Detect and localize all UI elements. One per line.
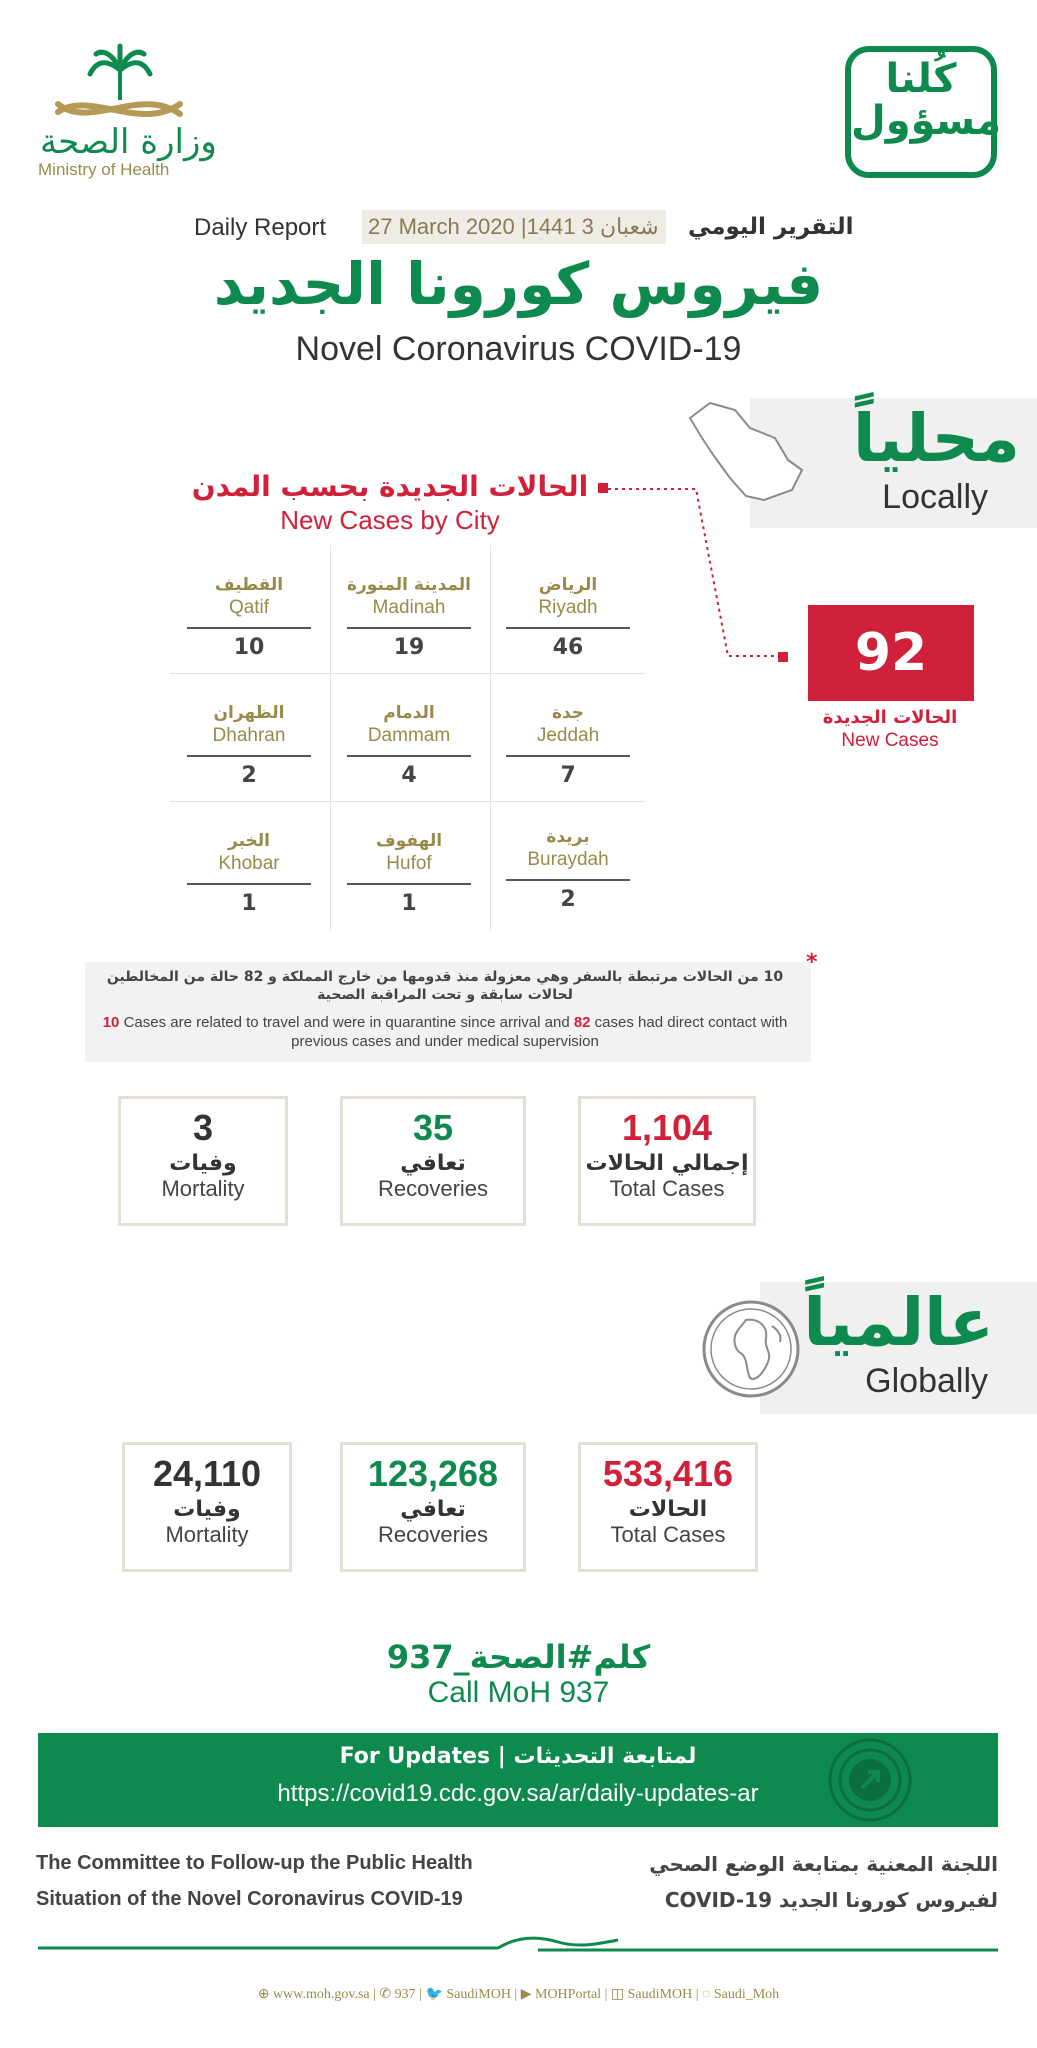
city-name-arabic: جدة	[551, 703, 585, 723]
stat-label-arabic: وفيات	[169, 1151, 237, 1176]
stat-label: Mortality	[161, 1176, 245, 1201]
city-cell-buraydah	[493, 827, 643, 912]
locally-label-arabic: محلياً	[852, 400, 1020, 477]
moh-logo-english: Ministry of Health	[38, 160, 170, 179]
city-name: Jeddah	[536, 725, 600, 746]
note-travel-count: 10	[102, 1014, 120, 1031]
committee-name-arabic-line-2: لفيروس كورونا الجديد COVID-19	[664, 1888, 998, 1912]
city-name-arabic: القطيف	[214, 575, 284, 595]
globally-label: Globally	[865, 1362, 988, 1400]
global-total-cases-card	[578, 1442, 758, 1572]
city-cases: 10	[233, 635, 265, 660]
stat-label-arabic: وفيات	[173, 1497, 241, 1522]
stat-value: 35	[412, 1107, 454, 1148]
hotline-label: Call MoH 937	[427, 1676, 610, 1709]
daily-report-label: Daily Report	[194, 214, 327, 241]
updates-banner-title: For Updates | لمتابعة التحديثات	[339, 1744, 697, 1769]
campaign-line-1: كُلنا	[885, 56, 957, 102]
city-name: Dhahran	[212, 725, 286, 746]
city-cases: 2	[560, 887, 576, 912]
city-name-arabic: الهفوف	[375, 831, 443, 851]
new-cases-label: New Cases	[841, 730, 939, 751]
city-cases: 46	[552, 635, 584, 660]
moh-logo-arabic: وزارة الصحة	[40, 122, 217, 162]
city-cases: 4	[401, 763, 417, 788]
stat-value: 24,110	[152, 1453, 262, 1494]
stat-value: 533,416	[602, 1453, 734, 1494]
city-name-arabic: الرياض	[538, 575, 598, 595]
city-cell-dhahran	[174, 703, 324, 788]
globally-label-arabic: عالمياً	[803, 1284, 994, 1361]
city-name-arabic: الخبر	[228, 831, 270, 851]
report-date: 27 March 2020 |1441 شعبان 3	[368, 214, 659, 239]
stat-label-arabic: إجمالي الحالات	[585, 1151, 749, 1176]
city-cases-title-arabic: الحالات الجديدة بحسب المدن	[191, 470, 589, 503]
local-mortality-card	[118, 1096, 288, 1226]
note-asterisk: *	[806, 950, 818, 975]
hotline-hashtag: كلم#الصحة_937	[386, 1638, 651, 1676]
campaign-line-2: مسؤول	[851, 98, 1002, 144]
city-name: Dammam	[367, 725, 451, 746]
city-cell-dammam	[334, 703, 484, 788]
stat-label-arabic: تعافي	[400, 1151, 466, 1176]
note-text: Cases are related to travel and were in quarantine since arrival and	[119, 1014, 574, 1031]
city-cases: 19	[393, 635, 425, 660]
note-contact-count: 82	[573, 1014, 591, 1031]
local-recoveries-card	[340, 1096, 526, 1226]
city-name-arabic: الدمام	[383, 703, 435, 723]
city-cell-hufof	[334, 831, 484, 916]
city-cell-qatif	[174, 575, 324, 660]
travel-note-arabic: 10 من الحالات مرتبطة بالسفر وهي معزولة منذ قدومها من خارج المملكة و 82 حالة من المخالطين لحالات سابقة و تحت المراقبة الصحية	[106, 969, 784, 1003]
city-name: Qatif	[228, 597, 270, 618]
city-name: Riyadh	[538, 597, 598, 618]
updates-url-link[interactable]: https://covid19.cdc.gov.sa/ar/daily-updates-ar	[277, 1780, 759, 1807]
stat-value: 3	[192, 1107, 214, 1148]
stat-value: 123,268	[367, 1453, 499, 1494]
city-cases: 2	[241, 763, 257, 788]
city-cases: 1	[401, 891, 417, 916]
stat-label-arabic: الحالات	[628, 1497, 708, 1522]
city-cases: 7	[560, 763, 576, 788]
locally-label: Locally	[882, 478, 988, 516]
stat-label: Total Cases	[610, 1522, 726, 1547]
city-cases: 1	[241, 891, 257, 916]
city-name: Madinah	[372, 597, 446, 618]
city-name: Buraydah	[527, 849, 609, 870]
committee-name-line-2: Situation of the Novel Coronavirus COVID-19	[36, 1888, 463, 1910]
new-cases-value: 92	[808, 605, 974, 701]
connector-bullet	[778, 652, 788, 662]
committee-name-arabic-line-1: اللجنة المعنية بمتابعة الوضع الصحي	[649, 1852, 998, 1876]
city-name-arabic: المدينة المنورة	[346, 575, 471, 595]
city-name: Khobar	[218, 853, 280, 874]
stat-label-arabic: تعافي	[400, 1497, 466, 1522]
note-text: cases had direct contact with previous cases and under medical supervision	[291, 1014, 788, 1050]
stat-label: Recoveries	[377, 1176, 489, 1201]
city-name-arabic: الظهران	[213, 703, 285, 723]
stat-value: 1,104	[621, 1107, 713, 1148]
campaign-logo	[845, 46, 1002, 178]
decorative-wave	[38, 1930, 998, 1954]
stat-label: Recoveries	[377, 1522, 489, 1547]
city-cell-riyadh	[493, 575, 643, 660]
global-mortality-card	[122, 1442, 292, 1572]
stat-label: Total Cases	[609, 1176, 725, 1201]
committee-name-line-1: The Committee to Follow-up the Public Health	[36, 1852, 473, 1874]
social-links-footer[interactable]: ⊕ www.moh.gov.sa | ✆ 937 | 🐦 SaudiMOH | ▶ MOHPortal | ◫ SaudiMOH | ◌ Saudi_Moh	[257, 1987, 780, 2002]
travel-note-english	[95, 1013, 795, 1051]
stat-label: Mortality	[165, 1522, 249, 1547]
new-cases-label-arabic: الحالات الجديدة	[822, 707, 958, 728]
city-name: Hufof	[386, 853, 432, 874]
page-title: Novel Coronavirus COVID-19	[295, 330, 742, 368]
city-cases-title: New Cases by City	[280, 505, 500, 535]
daily-report-label-arabic: التقرير اليومي	[688, 214, 854, 240]
local-total-cases-card	[578, 1096, 756, 1226]
city-grid	[170, 545, 645, 930]
global-recoveries-card	[340, 1442, 526, 1572]
city-cell-khobar	[174, 831, 324, 916]
city-cell-madinah	[334, 575, 484, 660]
city-name-arabic: بريدة	[546, 827, 590, 847]
page-title-arabic: فيروس كورونا الجديد	[213, 250, 824, 318]
city-cell-jeddah	[493, 703, 643, 788]
